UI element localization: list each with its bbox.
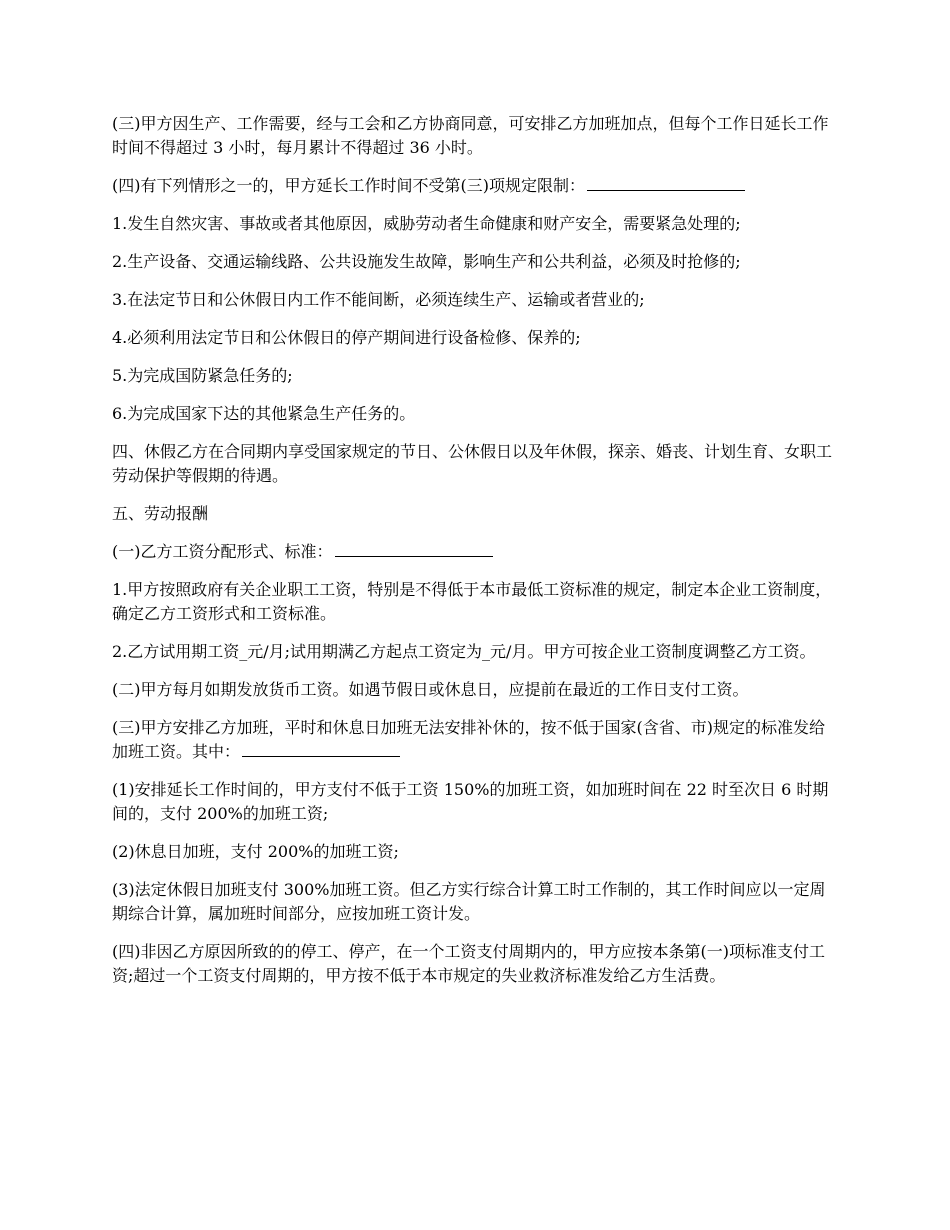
- paragraph-work-stoppage: [112, 940, 838, 988]
- paragraph-text: (3)法定休假日加班支付 300%加班工资。但乙方实行综合计算工时工作制的，其工作时间应以一定周期综合计算，属加班时间部分，应按加班工资计发。: [112, 880, 826, 923]
- paragraph-text: 2.生产设备、交通运输线路、公共设施发生故障，影响生产和公共利益，必须及时抢修的;: [112, 252, 741, 271]
- fill-in-blank[interactable]: [335, 541, 493, 557]
- paragraph-text: (2)休息日加班，支付 200%的加班工资;: [112, 842, 399, 861]
- paragraph-item-6: [112, 402, 838, 426]
- paragraph-text: (四)非因乙方原因所致的的停工、停产，在一个工资支付周期内的，甲方应按本条第(一)项标准支付工资;超过一个工资支付周期的，甲方按不低于本市规定的失业救济标准发给乙方生活费。: [112, 942, 825, 985]
- paragraph-item-3: [112, 288, 838, 312]
- paragraph-wage-form: [112, 540, 838, 564]
- paragraph-overtime-limit: [112, 112, 838, 160]
- paragraph-text: (一)乙方工资分配形式、标准：: [112, 542, 333, 561]
- paragraph-wage-system: [112, 578, 838, 626]
- section-heading-remuneration: [112, 502, 838, 526]
- paragraph-text: (三)甲方安排乙方加班，平时和休息日加班无法安排补休的，按不低于国家(含省、市)规定的标准发给加班工资。其中：: [112, 718, 825, 761]
- paragraph-overtime-pay: [112, 716, 838, 764]
- paragraph-vacation: [112, 440, 838, 488]
- paragraph-item-1: [112, 212, 838, 236]
- paragraph-item-5: [112, 364, 838, 388]
- paragraph-item-2: [112, 250, 838, 274]
- fill-in-blank[interactable]: [587, 175, 745, 191]
- paragraph-overtime-rate-2: [112, 840, 838, 864]
- paragraph-text: 6.为完成国家下达的其他紧急生产任务的。: [112, 404, 416, 423]
- paragraph-item-4: [112, 326, 838, 350]
- paragraph-text: (二)甲方每月如期发放货币工资。如遇节假日或休息日，应提前在最近的工作日支付工资。: [112, 680, 749, 699]
- paragraph-probation-wage: [112, 640, 838, 664]
- paragraph-text: 五、劳动报酬: [112, 504, 209, 523]
- paragraph-overtime-rate-1: [112, 778, 838, 826]
- paragraph-monthly-payment: [112, 678, 838, 702]
- paragraph-overtime-rate-3: [112, 878, 838, 926]
- paragraph-text: 3.在法定节日和公休假日内工作不能间断，必须连续生产、运输或者营业的;: [112, 290, 645, 309]
- paragraph-text: (四)有下列情形之一的，甲方延长工作时间不受第(三)项规定限制：: [112, 176, 585, 195]
- paragraph-text: 2.乙方试用期工资_元/月;试用期满乙方起点工资定为_元/月。甲方可按企业工资制度调整乙方工资。: [112, 642, 816, 661]
- paragraph-exceptions: [112, 174, 838, 198]
- fill-in-blank[interactable]: [242, 741, 400, 757]
- paragraph-text: 5.为完成国防紧急任务的;: [112, 366, 293, 385]
- paragraph-text: 1.甲方按照政府有关企业职工工资，特别是不得低于本市最低工资标准的规定，制定本企业工资制度，确定乙方工资形式和工资标准。: [112, 580, 832, 623]
- paragraph-text: (1)安排延长工作时间的，甲方支付不低于工资 150%的加班工资，如加班时间在 22 时至次日 6 时期间的，支付 200%的加班工资;: [112, 780, 829, 823]
- paragraph-text: 1.发生自然灾害、事故或者其他原因，威胁劳动者生命健康和财产安全，需要紧急处理的;: [112, 214, 741, 233]
- paragraph-text: (三)甲方因生产、工作需要，经与工会和乙方协商同意，可安排乙方加班加点，但每个工作日延长工作时间不得超过 3 小时，每月累计不得超过 36 小时。: [112, 114, 829, 157]
- paragraph-text: 4.必须利用法定节日和公休假日的停产期间进行设备检修、保养的;: [112, 328, 581, 347]
- paragraph-text: 四、休假乙方在合同期内享受国家规定的节日、公休假日以及年休假，探亲、婚丧、计划生育、女职工劳动保护等假期的待遇。: [112, 442, 833, 485]
